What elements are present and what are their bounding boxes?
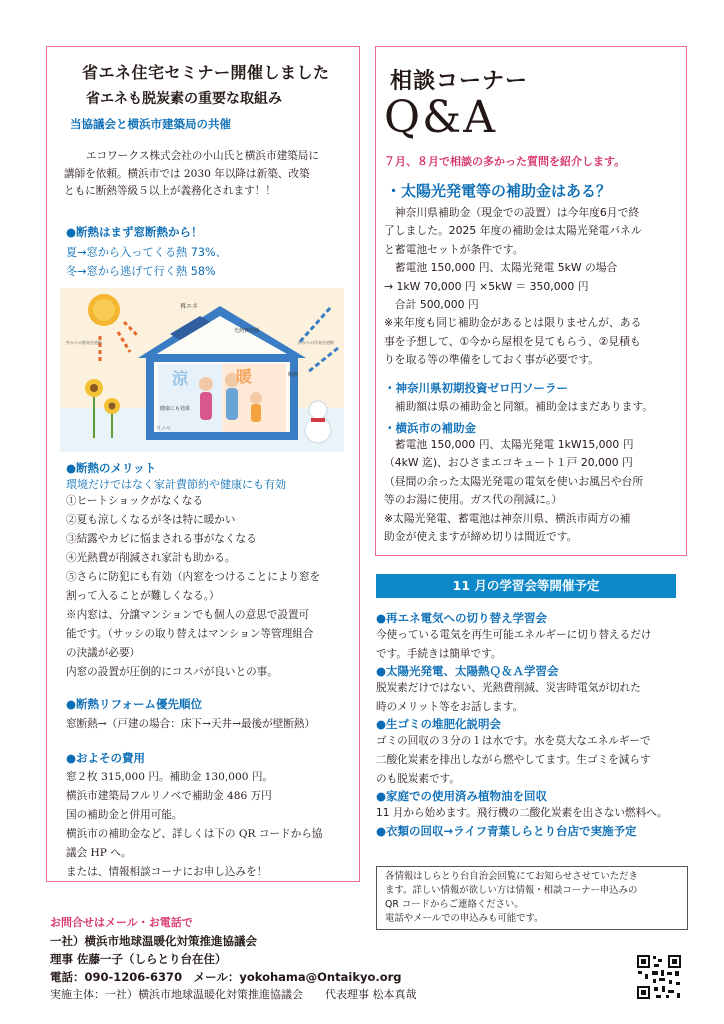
answer-line: 了しました。2025 年度の補助金は太陽光発電パネル — [384, 224, 642, 238]
schedule-item-line: ゴミの回収の３分の１は水です。水を莫大なエネルギーで — [376, 735, 651, 748]
answer-line: ※来年度も同じ補助金があるとは限りませんが、ある — [384, 316, 642, 330]
seminar-intro — [64, 148, 354, 201]
contact-org: 一社）横浜市地球温暖化対策推進協議会 — [50, 934, 257, 948]
label-solar: 光熱費削減 — [234, 328, 260, 334]
label-outside-left: 外からの熱気を遮断 — [66, 340, 102, 345]
label-outside-right: 外からの冷気を遮断 — [298, 340, 334, 345]
qa-sub1-text: 補助額は県の補助金と同額。補助金はまだあります。 — [384, 400, 654, 413]
cost-line: 横浜市の補助金など、詳しくは下の QR コードから協 — [66, 828, 323, 840]
seminar-title: 省エネ住宅セミナー開催しました — [82, 63, 330, 82]
qa-question: ・太陽光発電等の補助金はある？ — [386, 182, 612, 200]
schedule-heading: 11 月の学習会等開催予定 — [376, 574, 676, 598]
contact-block — [50, 914, 630, 1004]
schedule-item-line: 11 月から始めます。飛行機の二酸化炭素を出さない燃料へ。 — [376, 807, 668, 820]
house-illustration-svg — [60, 288, 344, 452]
intro-line: エコワークス株式会社の小山氏と横浜市建築局に — [86, 150, 319, 162]
contact-director: 理事 佐藤一子（しらとり台在住） — [50, 952, 227, 966]
sub2-line: （昼間の余った太陽光発電の電気を使いお風呂や台所 — [384, 474, 644, 488]
qa-answer — [384, 204, 680, 370]
label-dan: 暖 — [236, 367, 253, 386]
merit-heading: ●断熱のメリット — [66, 461, 157, 475]
merit-item: ④光熱費が削減され家計も助かる。 — [66, 552, 236, 564]
cost-list — [66, 768, 354, 882]
schedule-item-title: ●再エネ電気への切り替え学習会 — [376, 611, 548, 625]
label-kenko: 健康にも効果 — [160, 406, 191, 412]
answer-line: → 1kW 70,000 円 ×5kW ＝ 350,000 円 — [384, 279, 589, 293]
notice-line: ます。詳しい情報が欲しい方は情報・相談コーナー申込みの — [385, 885, 638, 896]
window-heading: ●断熱はまず窓断熱から！ — [66, 225, 203, 239]
seminar-subtitle: 省エネも脱炭素の重要な取組み — [86, 91, 282, 107]
intro-line: ともに断熱等級５以上が義務化されます！！ — [64, 185, 276, 197]
sub2-line: 助金が使えますが締め切りは間近です。 — [384, 530, 578, 544]
answer-line: 合計 500,000 円 — [384, 298, 479, 312]
qr-code-icon — [636, 954, 682, 1000]
snowman-icon — [305, 401, 331, 443]
cost-line: 国の補助金と併用可能。 — [66, 809, 183, 821]
priority-text: 窓断熱→（戸建の場合：床下→天井→最後が壁断熱） — [66, 718, 316, 730]
cost-line: 横浜市建築局フルリノベで補助金 486 万円 — [66, 790, 272, 802]
schedule-list — [376, 610, 682, 839]
schedule-item-title: ●生ゴミの堆肥化説明会 — [376, 717, 502, 732]
contact-heading: お問合せはメール・お電話で — [50, 916, 193, 929]
window-stat-summer: 夏→窓から入ってくる熱 73%、 — [66, 246, 227, 259]
contact-phone-email: 電話：090-1206-6370 メール：yokohama@Ontaikyo.org — [50, 970, 402, 984]
label-ryo: 涼 — [172, 369, 189, 388]
house-illustration — [60, 288, 344, 452]
qa-title: 相談コーナー — [390, 68, 529, 94]
merit-subheading: 環境だけではなく家計費節約や健康にも有効 — [66, 478, 286, 491]
qa-sub2-text — [384, 436, 680, 546]
notice-line: QR コードからご連絡ください。 — [385, 899, 524, 910]
schedule-item-line: 時のメリット等をお話します。 — [376, 700, 524, 713]
answer-line: 事を予想して、①今から屋根を見てもらう、②見積も — [384, 334, 641, 348]
merit-item: 割って入ることが難しくなる。） — [66, 590, 220, 602]
label-danfu: 断熱 — [288, 372, 299, 378]
cost-heading: ●およその費用 — [66, 751, 146, 765]
label-reene: 再エネ — [180, 303, 199, 310]
merit-note: ※内窓は、分譲マンションでも個人の意思で設置可 — [66, 609, 310, 621]
window-stat-winter: 冬→窓から逃げて行く熱 58% — [66, 265, 216, 278]
schedule-item-title: ●太陽光発電、太陽熱Ｑ＆Ａ学習会 — [376, 664, 559, 679]
merit-note: 能です。（サッシの取り替えはマンション等管理組合 — [66, 628, 314, 640]
merit-note: の決議が必要） — [66, 647, 141, 659]
cost-line: 窓２枚 315,000 円。補助金 130,000 円。 — [66, 771, 274, 783]
sub2-line: （4kW 迄)、おひさまエコキュート１戸 20,000 円 — [384, 456, 633, 470]
qa-sub2-heading: ・横浜市の補助金 — [384, 421, 476, 435]
merit-item: ③結露やカビに悩まされる事がなくなる — [66, 533, 257, 545]
answer-line: りを取る等の準備をしておく事が必要です。 — [384, 353, 600, 367]
merit-item: ⑤さらに防犯にも有効（内窓をつけることにより窓を — [66, 571, 321, 583]
schedule-item-title: ●家庭での使用済み植物油を回収 — [376, 789, 548, 804]
qa-heading: Q&A — [384, 92, 498, 143]
schedule-item-line: のも脱炭素です。 — [376, 772, 460, 785]
notice-line: 各情報はしらとり台自治会回覧にてお知らせさせていただき — [385, 871, 638, 882]
notice-line: 電話やメールでの申込みも可能です。 — [385, 913, 544, 924]
sub2-line: ※太陽光発電、蓄電池は神奈川県、横浜市両方の補 — [384, 511, 631, 525]
schedule-item-line: 今使っている電気を再生可能エネルギーに切り替えるだけ — [376, 629, 652, 641]
intro-line: 講師を依頼。横浜市では 2030 年以降は新築、改築 — [64, 167, 310, 180]
merit-item: ①ヒートショックがなくなる — [66, 495, 204, 507]
schedule-item-line: 脱炭素だけではない、光熱費削減、災害時電気が切れた — [376, 682, 641, 695]
merit-list — [66, 492, 354, 682]
label-renov: リノベ — [156, 426, 171, 432]
merit-item: ②夏も涼しくなるが冬は特に暖かい — [66, 514, 236, 526]
answer-line: 蓄電池 150,000 円、太陽光発電 5kW の場合 — [384, 261, 618, 275]
merit-note: 内窓の設置が圧倒的にコスパが良いとの事。 — [66, 666, 278, 678]
qr-code[interactable] — [636, 954, 682, 1000]
schedule-item-line: です。手続きは簡単です。 — [376, 647, 502, 660]
window-stats — [66, 243, 227, 281]
sun-icon — [88, 294, 120, 326]
priority-heading: ●断熱リフォーム優先順位 — [66, 697, 202, 711]
qa-sub1-heading: ・神奈川県初期投資ゼロ円ソーラー — [384, 381, 568, 395]
contact-footer: 実施主体：一社）横浜市地球温暖化対策推進協議会 代表理事 松本真哉 — [50, 988, 417, 1001]
seminar-cohost: 当協議会と横浜市建築局の共催 — [70, 117, 231, 131]
sub2-line: 等のお湯に使用。ガス代の削減に。） — [384, 493, 563, 507]
answer-line: と蓄電池セットが条件です。 — [384, 242, 524, 256]
qa-intro: ７月、８月で相談の多かった質問を紹介します。 — [384, 155, 626, 168]
cost-line: または、情報相談コーナにお申し込みを！ — [66, 866, 268, 878]
answer-line: 神奈川県補助金（現金での設置）は今年度6月で終 — [384, 206, 640, 219]
sub2-line: 蓄電池 150,000 円、太陽光発電 1kW15,000 円 — [384, 438, 634, 451]
schedule-item-line: 二酸化炭素を排出しながら燃やしてます。生ゴミを減らす — [376, 753, 651, 766]
cost-line: 議会 HP へ。 — [66, 847, 132, 859]
schedule-item-title: ●衣類の回収→ライフ青葉しらとり台店で実施予定 — [376, 823, 637, 838]
